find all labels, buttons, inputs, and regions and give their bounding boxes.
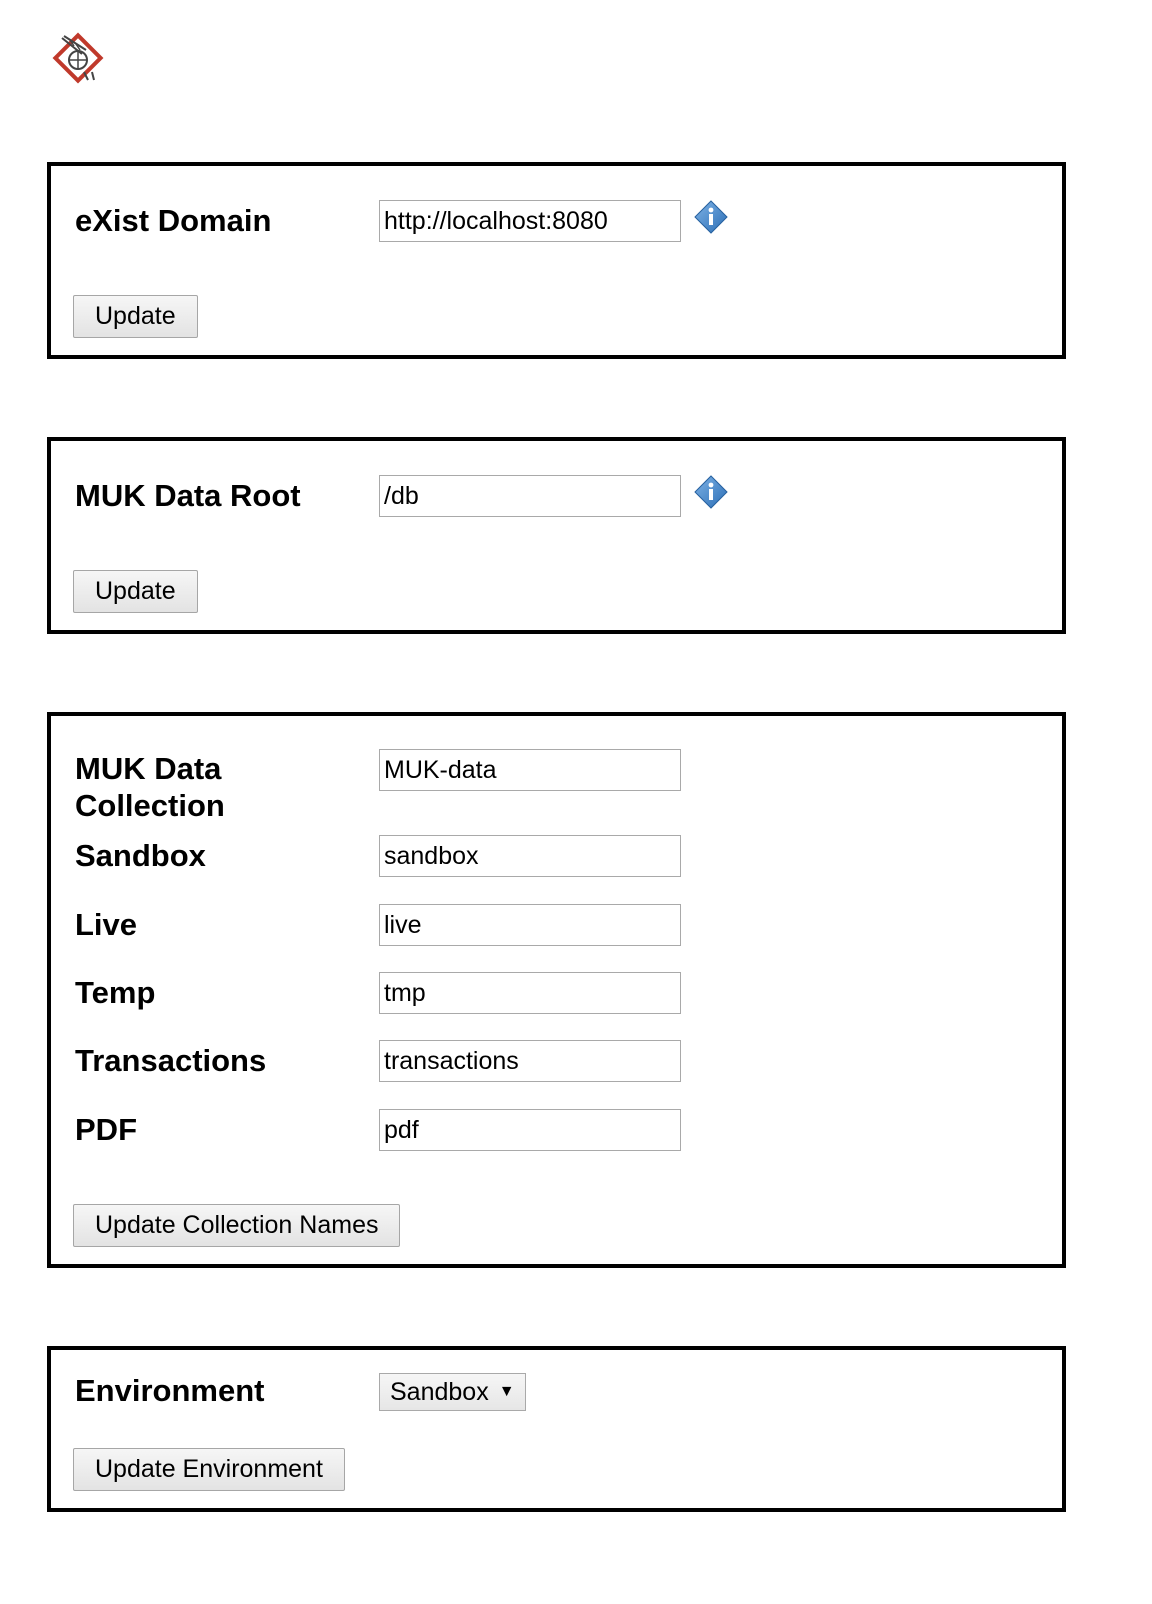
muk-data-collection-label-line1: MUK Data: [75, 751, 222, 786]
environment-select-value: Sandbox: [390, 1377, 489, 1406]
muk-data-collection-input[interactable]: [379, 749, 681, 791]
update-domain-button[interactable]: Update: [73, 295, 198, 338]
exist-domain-input[interactable]: [379, 200, 681, 242]
update-environment-button[interactable]: Update Environment: [73, 1448, 345, 1491]
dropdown-arrow-icon: ▼: [498, 1383, 515, 1400]
environment-select[interactable]: [379, 1373, 526, 1411]
exist-domain-panel: [47, 162, 1066, 359]
exist-db-logo-icon: [48, 28, 108, 88]
exist-domain-label: eXist Domain: [75, 203, 272, 238]
muk-data-collection-label-line2: Collection: [75, 788, 225, 823]
collections-panel: [47, 712, 1066, 1268]
transactions-input[interactable]: [379, 1040, 681, 1082]
update-root-button[interactable]: Update: [73, 570, 198, 613]
update-collection-names-button[interactable]: Update Collection Names: [73, 1204, 400, 1247]
environment-label: Environment: [75, 1373, 265, 1408]
info-icon[interactable]: [693, 199, 729, 235]
live-label: Live: [75, 907, 138, 942]
transactions-label: Transactions: [75, 1043, 267, 1078]
muk-data-collection-label: [75, 750, 225, 824]
temp-label: Temp: [75, 975, 156, 1010]
pdf-label: PDF: [75, 1112, 137, 1147]
info-icon[interactable]: [693, 474, 729, 510]
data-root-input[interactable]: [379, 475, 681, 517]
environment-panel: [47, 1346, 1066, 1512]
data-root-panel: [47, 437, 1066, 634]
sandbox-label: Sandbox: [75, 838, 206, 873]
pdf-input[interactable]: [379, 1109, 681, 1151]
temp-input[interactable]: [379, 972, 681, 1014]
data-root-label: MUK Data Root: [75, 478, 301, 513]
sandbox-input[interactable]: [379, 835, 681, 877]
live-input[interactable]: [379, 904, 681, 946]
